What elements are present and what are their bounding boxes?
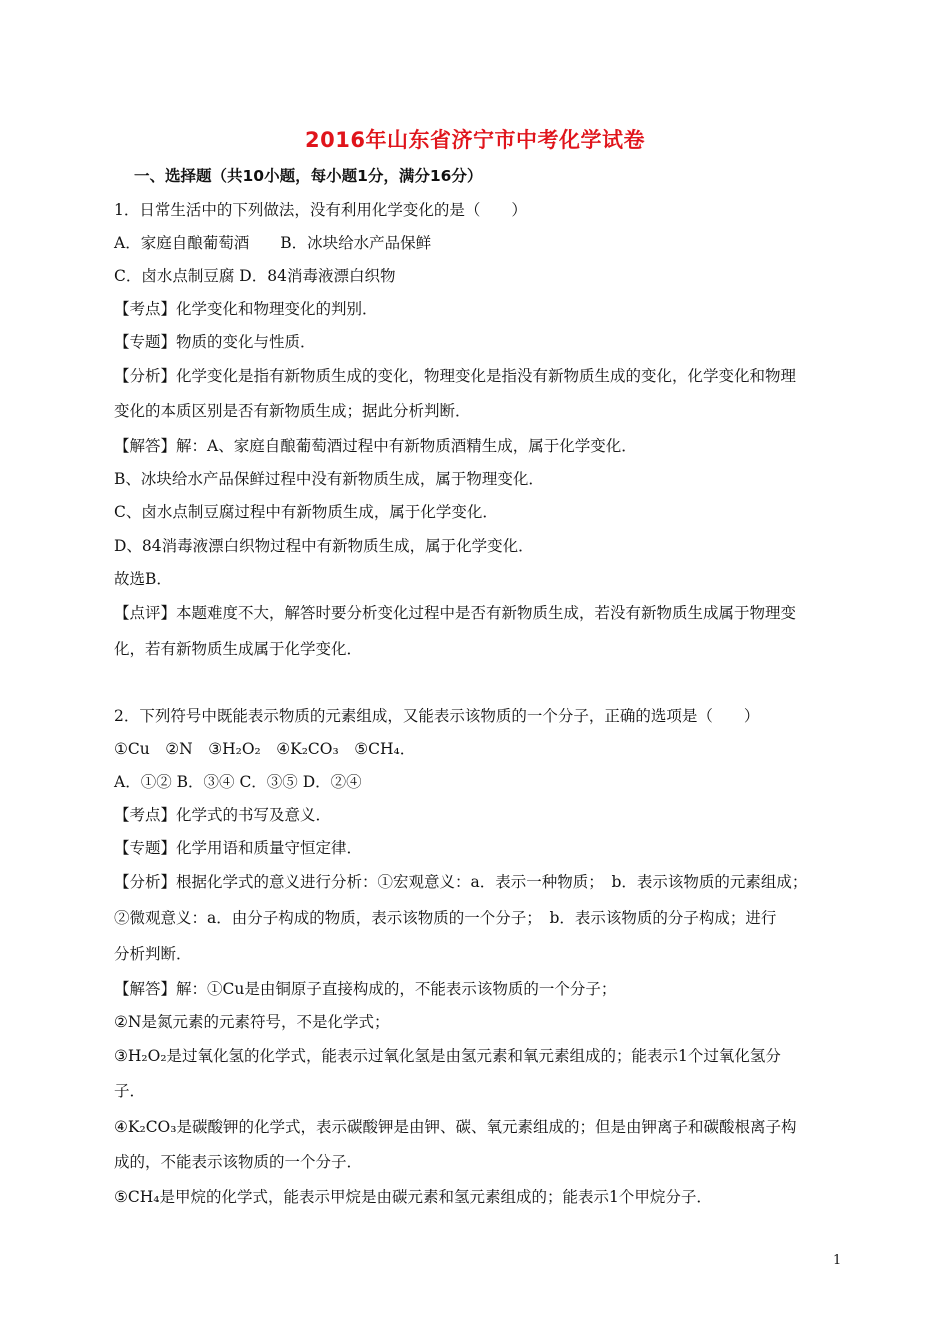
- q1-fenxi-line2: 变化的本质区别是否有新物质生成；据此分析判断．: [114, 402, 471, 420]
- q1-fenxi-line1: 【分析】化学变化是指有新物质生成的变化，物理变化是指没有新物质生成的变化，化学变化和物理: [114, 367, 797, 385]
- q2-zhuanti: 【专题】化学用语和质量守恒定律．: [114, 839, 363, 857]
- q2-jieda-line7: ⑤CH₄是甲烷的化学式，能表示甲烷是由碳元素和氢元素组成的；能表示1个甲烷分子．: [114, 1188, 712, 1206]
- q2-stem: 2．下列符号中既能表示物质的元素组成，又能表示该物质的一个分子，正确的选项是（ ）: [114, 707, 760, 725]
- q2-jieda-line6: 成的，不能表示该物质的一个分子．: [114, 1153, 363, 1171]
- q1-dianping-line2: 化，若有新物质生成属于化学变化．: [114, 640, 363, 658]
- q2-jieda-line5: ④K₂CO₃是碳酸钾的化学式，表示碳酸钾是由钾、碳、氧元素组成的；但是由钾离子和碳酸根离子构: [114, 1118, 797, 1136]
- q1-jieda-line3: C、卤水点制豆腐过程中有新物质生成，属于化学变化．: [114, 503, 498, 521]
- q1-jieda-line2: B、冰块给水产品保鲜过程中没有新物质生成，属于物理变化．: [114, 470, 544, 488]
- page-number: 1: [833, 1253, 842, 1268]
- q1-answer: 故选B．: [114, 570, 172, 588]
- q1-kaodian: 【考点】化学变化和物理变化的判别．: [114, 300, 378, 318]
- q1-zhuanti: 【专题】物质的变化与性质．: [114, 333, 316, 351]
- q1-options-ab: A．家庭自酿葡萄酒 B．冰块给水产品保鲜: [114, 234, 432, 252]
- q1-jieda-line4: D、84消毒液漂白织物过程中有新物质生成，属于化学变化．: [114, 537, 534, 555]
- document-title: 2016年山东省济宁市中考化学试卷: [305, 128, 645, 152]
- q2-jieda-line1: 【解答】解：①Cu是由铜原子直接构成的，不能表示该物质的一个分子；: [114, 980, 617, 998]
- q2-kaodian: 【考点】化学式的书写及意义．: [114, 806, 332, 824]
- q1-options-cd: C．卤水点制豆腐 D．84消毒液漂白织物: [114, 267, 396, 285]
- q1-stem: 1．日常生活中的下列做法，没有利用化学变化的是（ ）: [114, 201, 527, 219]
- q2-fenxi-line2: ②微观意义：a．由分子构成的物质，表示该物质的一个分子； b．表示该物质的分子构成；进行: [114, 909, 777, 927]
- q2-jieda-line3: ③H₂O₂是过氧化氢的化学式，能表示过氧化氢是由氢元素和氧元素组成的；能表示1个过氧化氢分: [114, 1047, 781, 1065]
- q2-symbols: ①Cu ②N ③H₂O₂ ④K₂CO₃ ⑤CH₄．: [114, 740, 416, 758]
- q2-options: A．①② B．③④ C．③⑤ D．②④: [114, 773, 362, 791]
- q2-fenxi-line3: 分析判断．: [114, 945, 192, 963]
- q1-jieda-line1: 【解答】解：A、家庭自酿葡萄酒过程中有新物质酒精生成，属于化学变化．: [114, 437, 637, 455]
- q2-fenxi-line1: 【分析】根据化学式的意义进行分析：①宏观意义：a．表示一种物质； b．表示该物质的元素组成；: [114, 873, 808, 891]
- q1-dianping-line1: 【点评】本题难度不大，解答时要分析变化过程中是否有新物质生成，若没有新物质生成属于物理变: [114, 604, 797, 622]
- q2-jieda-line4: 子．: [114, 1082, 146, 1100]
- section-heading: 一、选择题（共10小题，每小题1分，满分16分）: [134, 167, 483, 185]
- q2-jieda-line2: ②N是氮元素的元素符号，不是化学式；: [114, 1013, 390, 1031]
